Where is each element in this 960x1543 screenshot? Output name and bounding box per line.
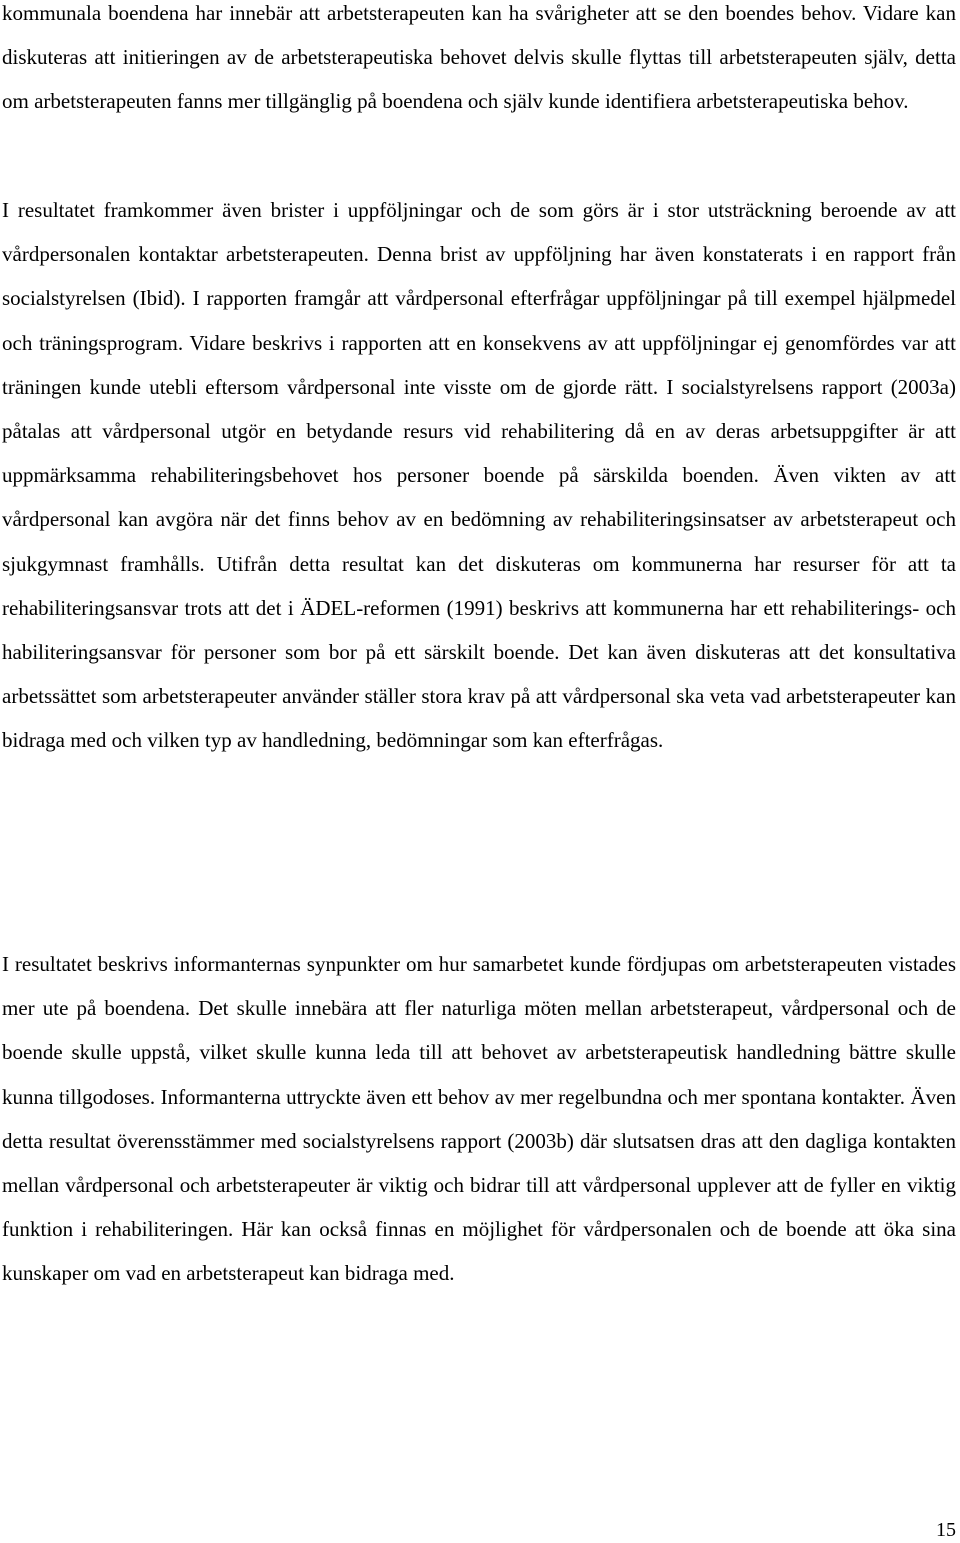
paragraph-2: I resultatet framkommer även brister i uppföljningar och de som görs är i stor utsträckning beroende av att vårdpersonalen kontaktar arbetsterapeuten. Denna brist av uppföljning har även konstaterats i en rapport från socialstyrelsen (Ibid). I rapporten framgår att vårdpersonal efterfrågar uppföljningar på till exempel hjälpmedel och träningsprogram. Vidare beskrivs i rapporten att en konsekvens av att uppföljningar ej genomfördes var att träningen kunde utebli eftersom vårdpersonal inte visste om de gjorde rätt. I socialstyrelsens rapport (2003a) påtalas att vårdpersonal utgör en betydande resurs vid rehabilitering då en av deras arbetsuppgifter är att uppmärksamma rehabiliteringsbehovet hos personer boende på särskilda boenden. Även vikten av att vårdpersonal kan avgöra när det finns behov av en bedömning av rehabiliteringsinsatser av arbetsterapeut och sjukgymnast framhålls. Utifrån detta resultat kan det diskuteras om kommunerna har resurser för att ta rehabiliteringsansvar trots att det i ÄDEL-reformen (1991) beskrivs att kommunerna har ett rehabiliterings- och habiliteringsansvar för personer som bor på ett särskilt boende. Det kan även diskuteras att det konsultativa arbetssättet som arbetsterapeuter använder ställer stora krav på att vårdpersonal ska veta vad arbetsterapeuter kan bidraga med och vilken typ av handledning, bedömningar som kan efterfrågas. [2,198,956,753]
page-number: 15 [936,1519,956,1541]
paragraph-1: kommunala boendena har innebär att arbetsterapeuten kan ha svårigheter att se den boendes behov. Vidare kan diskuteras att initieringen av de arbetsterapeutiska behovet delvis skulle flyttas till arbetsterapeuten själv, detta om arbetsterapeuten fanns mer tillgänglig på boendena och själv kunde identifiera arbetsterapeutiska behov. [2,1,956,114]
paragraph-3: I resultatet beskrivs informanternas synpunkter om hur samarbetet kunde fördjupas om arbetsterapeuten vistades mer ute på boendena. Det skulle innebära att fler naturliga möten mellan arbetsterapeut, vårdpersonal och de boende skulle uppstå, vilket skulle kunna leda till att behovet av arbetsterapeutisk handledning bättre skulle kunna tillgodoses. Informanterna uttryckte även ett behov av mer regelbundna och mer spontana kontakter. Även detta resultat överensstämmer med socialstyrelsens rapport (2003b) där slutsatsen dras att den dagliga kontakten mellan vårdpersonal och arbetsterapeuter är viktig och bidrar till att vårdpersonal upplever att de fyller en viktig funktion i rehabiliteringen. Här kan också finnas en möjlighet för vårdpersonalen och de boende att öka sina kunskaper om vad en arbetsterapeut kan bidraga med. [2,952,956,1286]
